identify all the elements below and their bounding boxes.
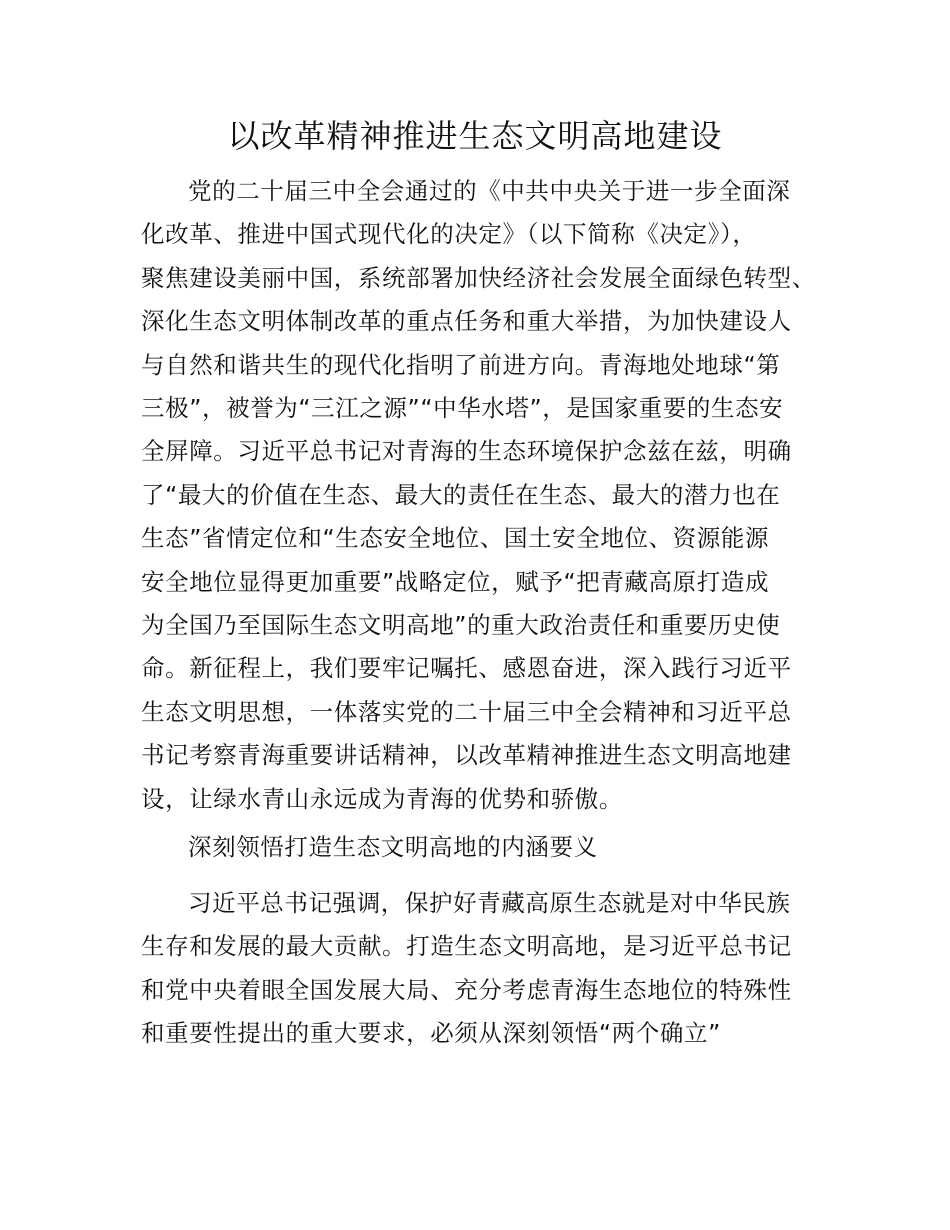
text-line: 命。新征程上，我们要牢记嘱托、感恩奋进，深入践行习近平 [141, 654, 792, 683]
text-line: 全屏障。习近平总书记对青海的生态环境保护念兹在兹，明确 [141, 437, 792, 466]
document-title: 以改革精神推进生态文明高地建设 [227, 117, 723, 155]
section-heading-text: 深刻领悟打造生态文明高地的内涵要义 [188, 833, 598, 861]
text-line: 三极”，被誉为“三江之源”“中华水塔”，是国家重要的生态安 [141, 394, 784, 423]
text-line: 聚焦建设美丽中国，系统部署加快经济社会发展全面绿色转型、 [141, 263, 816, 292]
text-line: 生存和发展的最大贡献。打造生态文明高地，是习近平总书记 [141, 932, 792, 961]
text-line: 设，让绿水青山永远成为青海的优势和骄傲。 [141, 784, 623, 813]
text-line: 书记考察青海重要讲话精神，以改革精神推进生态文明高地建 [141, 741, 792, 770]
paragraph-intro [141, 170, 817, 821]
text-line: 生态文明思想，一体落实党的二十届三中全会精神和习近平总 [141, 697, 792, 726]
text-line: 深化生态文明体制改革的重点任务和重大举措，为加快建设人 [141, 307, 792, 336]
text-line: 为全国乃至国际生态文明高地”的重大政治责任和重要历史使 [141, 611, 781, 640]
text-line: 和党中央着眼全国发展大局、充分考虑青海生态地位的特殊性 [141, 975, 792, 1004]
text-line: 化改革、推进中国式现代化的决定》（以下简称《决定》）， [141, 220, 757, 249]
section-heading [141, 826, 817, 869]
text-line: 习近平总书记强调，保护好青藏高原生态就是对中华民族 [188, 889, 791, 917]
text-line: 安全地位显得更加重要”战略定位，赋予“把青藏高原打造成 [141, 567, 770, 596]
text-line: 党的二十届三中全会通过的《中共中央关于进一步全面深 [188, 177, 791, 205]
text-line: 生态”省情定位和“生态安全地位、国土安全地位、资源能源 [141, 524, 770, 553]
text-line: 和重要性提出的重大要求，必须从深刻领悟“两个确立” [141, 1019, 721, 1048]
text-line: 与自然和谐共生的现代化指明了前进方向。青海地处地球“第 [141, 350, 781, 379]
paragraph-section-1 [141, 882, 817, 1056]
text-line: 了“最大的价值在生态、最大的责任在生态、最大的潜力也在 [141, 480, 781, 509]
